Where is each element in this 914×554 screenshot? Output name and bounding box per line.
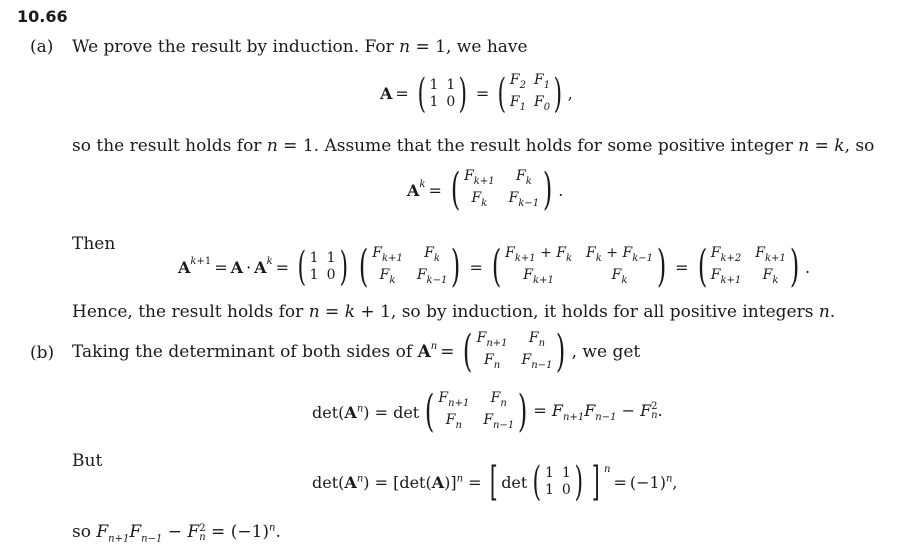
equation-a-power-k: A $^k$ = ( $F_{k+1}$ $F_k$ $F_k$ $F_{k-1}$ ) . bbox=[407, 164, 564, 215]
equation-b-det-power: $\det(A^n) = [\det(A)]^n$ = [ det ( 1 1 1 0 ) ] $^n$ = $(-1)^n$, bbox=[312, 459, 678, 505]
equation-b-det: $\det(A^n) = \det$ ( $F_{n+1}$ $F_n$ $F_n$ $F_{n-1}$ ) = $F_{n+1}F_{n-1} - F$ 2 n . bbox=[312, 386, 663, 437]
equation-a-matrix: A = ( 1 1 1 0 ) = ( $F_2$ $F_1$ $F_1$ $F_0$ ) , bbox=[380, 70, 573, 117]
part-a-line2: so the result holds for n = 1. Assume that the result holds for some positive integer n = k, so bbox=[72, 136, 875, 156]
part-b-conclusion: so $F_{n+1}F_{n-1} - F$ 2 n = $(-1)^n$. bbox=[72, 522, 281, 545]
part-b-label: (b) bbox=[30, 343, 55, 363]
part-a-line1: We prove the result by induction. For n = 1, we have bbox=[72, 37, 528, 57]
matrix-1110-c: ( 1 1 1 0 ) bbox=[532, 459, 583, 505]
part-a-line3: Hence, the result holds for n = k + 1, so by induction, it holds for all positive integers n. bbox=[72, 302, 836, 322]
matrix-fib-n: ( $F_{n+1}$ $F_n$ $F_n$ $F_{n-1}$ ) bbox=[463, 326, 566, 377]
matrix-fib-base: ( $F_2$ $F_1$ $F_1$ $F_0$ ) bbox=[497, 70, 563, 117]
matrix-fib-k-b: ( $F_{k+1}$ $F_k$ $F_k$ $F_{k-1}$ ) bbox=[358, 241, 461, 292]
part-b-line1: Taking the determinant of both sides of A $^n$ = ( $F_{n+1}$ $F_n$ $F_n$ $F_{n-1}$ ) , we get bbox=[72, 326, 641, 377]
part-a-label: (a) bbox=[30, 37, 54, 57]
equation-a-power-k1: A $^{k +1}$ = A · A $^k$ = ( 1 1 1 0 ) ( $F_{k+1}$ $F_k$ $F_k$ $F_{k-1}$ ) = ( $F_{k+1} + F_k$ $F_k + F_{k-1}$ $F_{k+1}$ $F_k$ ) = ( $F_{k+2}$ $F_{k+1}$ $F_{k+1}$ $F_k$ ) . bbox=[178, 241, 811, 292]
problem-number: 10.66 bbox=[17, 7, 68, 26]
matrix-fib-sum: ( $F_{k+1} + F_k$ $F_k + F_{k-1}$ $F_{k+1}$ $F_k$ ) bbox=[491, 241, 667, 292]
matrix-A-symbol: A bbox=[380, 84, 393, 104]
but-label: But bbox=[72, 451, 103, 471]
matrix-fib-n-det: ( $F_{n+1}$ $F_n$ $F_n$ $F_{n-1}$ ) bbox=[425, 386, 528, 437]
then-label: Then bbox=[72, 234, 116, 254]
matrix-1110: ( 1 1 1 0 ) bbox=[417, 70, 468, 117]
matrix-1110-b: ( 1 1 1 0 ) bbox=[297, 244, 348, 290]
matrix-fib-k: ( $F_{k+1}$ $F_k$ $F_k$ $F_{k-1}$ ) bbox=[450, 164, 553, 215]
matrix-fib-k1: ( $F_{k+2}$ $F_{k+1}$ $F_{k+1}$ $F_k$ ) bbox=[697, 241, 800, 292]
